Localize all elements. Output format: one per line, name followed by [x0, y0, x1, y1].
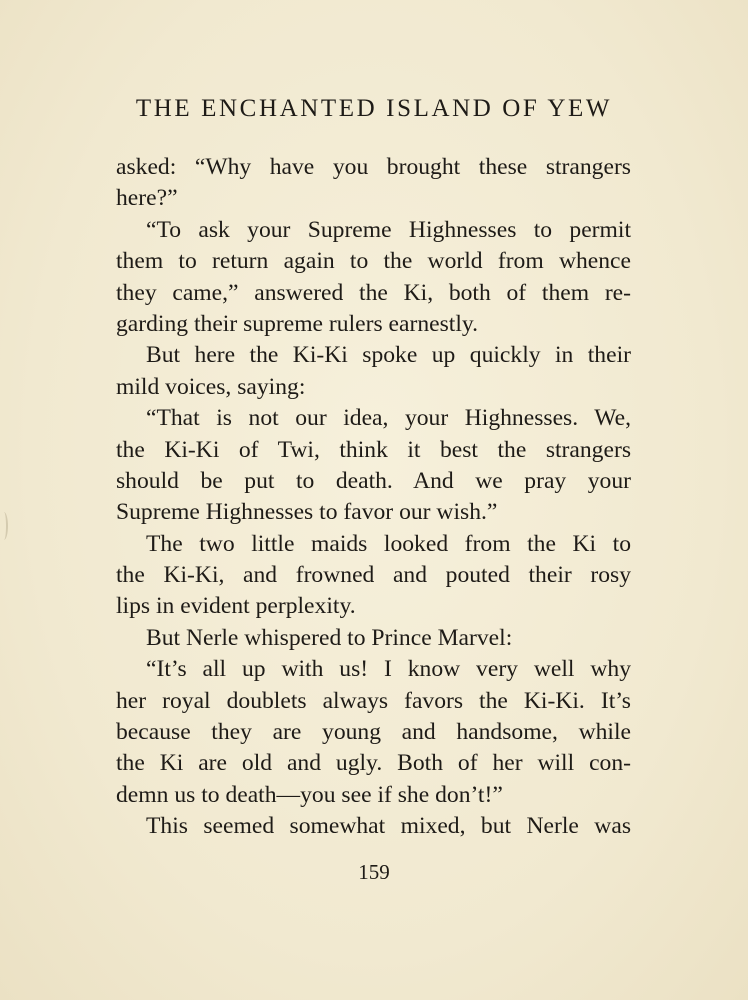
text-line: But Nerle whispered to Prince Marvel:	[146, 624, 513, 651]
text-line: the Ki-Ki, and frowned and pouted their rosy	[116, 562, 631, 589]
running-head: THE ENCHANTED ISLAND OF YEW	[135, 95, 613, 122]
text-line: they came,” answered the Ki, both of them re-	[116, 279, 631, 306]
text-line: the Ki are old and ugly. Both of her will con-	[116, 750, 631, 777]
text-line: “That is not our idea, your Highnesses. We,	[146, 405, 631, 432]
text-line: Supreme Highnesses to favor our wish.”	[116, 499, 498, 526]
text-line: should be put to death. And we pray your	[116, 467, 631, 494]
text-line: here?”	[116, 185, 178, 212]
text-line: The two little maids looked from the Ki to	[146, 530, 631, 557]
text-line: “It’s all up with us! I know very well why	[146, 656, 631, 683]
text-line: them to return again to the world from whence	[116, 248, 631, 275]
page-edge-mark	[0, 512, 8, 540]
body-text	[116, 152, 631, 843]
text-line: garding their supreme rulers earnestly.	[116, 310, 479, 337]
text-line: because they are young and handsome, while	[116, 719, 631, 746]
text-line: the Ki-Ki of Twi, think it best the strangers	[116, 436, 631, 463]
text-line: lips in evident perplexity.	[116, 593, 356, 620]
text-line: But here the Ki-Ki spoke up quickly in their	[146, 342, 631, 369]
page-number: 159	[358, 860, 390, 884]
text-line: demn us to death—you see if she don’t!”	[116, 781, 503, 808]
text-line: mild voices, saying:	[116, 373, 306, 400]
text-line: This seemed somewhat mixed, but Nerle was	[146, 813, 631, 840]
text-line: “To ask your Supreme Highnesses to permit	[146, 216, 631, 243]
text-line: her royal doublets always favors the Ki-Ki. It’s	[116, 687, 631, 714]
text-line: asked: “Why have you brought these strangers	[116, 154, 631, 180]
